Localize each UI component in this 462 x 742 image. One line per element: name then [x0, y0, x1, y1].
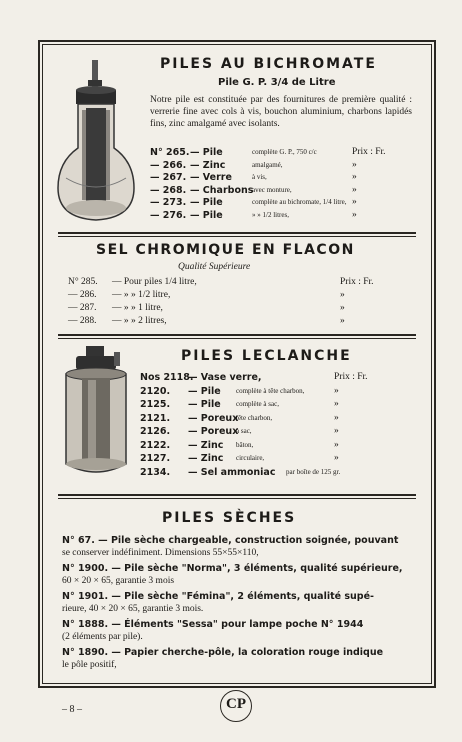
item-number: 2127. — [140, 453, 171, 464]
price-label: » — [334, 453, 339, 463]
item-desc: complète au bichromate, 1/4 litre, — [252, 198, 347, 206]
item-number: — 288. — [68, 316, 97, 326]
item-desc: — » » 2 litres, — [112, 316, 167, 326]
item-desc: par boîte de 125 gr. — [286, 467, 341, 476]
item-name: — Sel ammoniac — [188, 466, 276, 478]
price-label: Prix : Fr. — [334, 372, 368, 382]
item-name: — Pile — [190, 209, 223, 221]
item-desc: — Pour piles 1/4 litre, — [112, 277, 197, 287]
item-line: le pôle positif, — [62, 660, 117, 670]
price-label: » — [334, 412, 339, 423]
item-line: N° 1901. — Pile sèche "Fémina", 2 éléments, qualité supé- — [62, 591, 374, 602]
item-name: — Pile — [190, 147, 223, 158]
item-name: — Zinc — [188, 453, 224, 464]
item-desc: tête charbon, — [236, 413, 273, 422]
item-number: — 276. — [150, 209, 187, 221]
item-number: N° 285. — [68, 277, 98, 287]
item-name: — Charbons — [190, 184, 254, 196]
item-desc: complète G. P., 750 c/c — [252, 148, 317, 156]
bichromate-subtitle: Pile G. P. 3/4 de Litre — [218, 77, 336, 88]
divider — [58, 334, 416, 336]
item-desc: — » » 1/2 litre, — [112, 290, 171, 300]
price-label: » — [340, 316, 345, 326]
item-name: — Pile — [188, 385, 221, 397]
item-number: 2122. — [140, 439, 171, 451]
price-label: » — [334, 426, 339, 436]
item-number: — 273. — [150, 197, 187, 208]
item-number: — 267. — [150, 172, 187, 183]
item-number: 2126. — [140, 426, 171, 437]
item-name: — Zinc — [190, 159, 226, 171]
price-label: Prix : Fr. — [340, 277, 374, 287]
bichromate-title: PILES AU BICHROMATE — [160, 56, 377, 72]
item-number: — 266. — [150, 159, 187, 171]
price-label: » — [352, 184, 357, 195]
price-label: » — [340, 290, 345, 300]
price-label: » — [334, 385, 339, 396]
item-desc: à sac, — [236, 427, 252, 435]
divider — [58, 494, 416, 496]
item-desc: à vis, — [252, 173, 267, 181]
item-line: N° 67. — Pile sèche chargeable, construction soignée, pouvant — [62, 535, 399, 546]
bichromate-battery-illustration — [52, 58, 142, 228]
item-desc: complète à tête charbon, — [236, 386, 305, 395]
item-name: — Verre — [190, 172, 232, 183]
item-number: — 268. — [150, 184, 187, 196]
item-number: 2134. — [140, 466, 171, 478]
leclanche-battery-illustration — [58, 344, 134, 484]
publisher-logo: CP — [220, 690, 252, 722]
item-desc: amalgamé, — [252, 160, 283, 169]
item-name: — Vase verre, — [188, 372, 262, 383]
item-number: 2125. — [140, 399, 171, 410]
price-label: » — [352, 172, 357, 182]
sel-title: SEL CHROMIQUE EN FLACON — [96, 242, 355, 258]
item-number: N° 265. — [150, 147, 190, 158]
sel-subtitle: Qualité Supérieure — [178, 262, 251, 272]
item-name: — Zinc — [188, 439, 224, 451]
leclanche-title: PILES LECLANCHE — [181, 348, 352, 364]
item-line: se conserver indéfiniment. Dimensions 55×55×110, — [62, 548, 259, 558]
item-number: Nos 2118. — [140, 372, 194, 383]
item-name: — Pile — [188, 399, 221, 410]
item-desc: circulaire, — [236, 454, 265, 462]
item-number: 2120. — [140, 385, 171, 397]
item-name: — Poreux — [188, 426, 239, 437]
item-desc: complète à sac, — [236, 400, 279, 408]
item-name: — Pile — [190, 197, 223, 208]
item-line: rieure, 40 × 20 × 65, garantie 3 mois. — [62, 604, 204, 614]
price-label: » — [334, 399, 339, 409]
price-label: » — [340, 303, 345, 313]
item-line: 60 × 20 × 65, garantie 3 mois — [62, 576, 175, 586]
item-line: N° 1888. — Éléments "Sessa" pour lampe poche N° 1944 — [62, 619, 364, 630]
price-label: Prix : Fr. — [352, 147, 386, 157]
price-label: » — [334, 439, 339, 450]
item-line: N° 1900. — Pile sèche "Norma", 3 éléments, qualité supérieure, — [62, 563, 403, 574]
item-line: N° 1890. — Papier cherche-pôle, la coloration rouge indique — [62, 647, 384, 658]
page-number: – 8 – — [62, 704, 82, 715]
bichromate-description: Notre pile est constituée par des fournitures de première qualité : verrerie fine avec cols à vis, bouchon aluminium, charbons lapidés fins, zinc amalgamé avec isolants. — [150, 95, 412, 129]
item-number: 2121. — [140, 412, 171, 424]
divider — [58, 232, 416, 234]
seches-title: PILES SÈCHES — [162, 510, 297, 526]
price-label: » — [352, 209, 357, 220]
item-desc: avec monture, — [252, 185, 292, 194]
item-desc: » » 1/2 litres, — [252, 210, 289, 219]
price-label: » — [352, 159, 357, 170]
price-label: » — [352, 197, 357, 207]
item-desc: bâton, — [236, 440, 254, 449]
item-number: — 286. — [68, 290, 97, 300]
item-line: (2 éléments par pile). — [62, 632, 143, 642]
item-name: — Poreux — [188, 412, 239, 424]
item-number: — 287. — [68, 303, 97, 313]
item-desc: — » » 1 litre, — [112, 303, 163, 313]
